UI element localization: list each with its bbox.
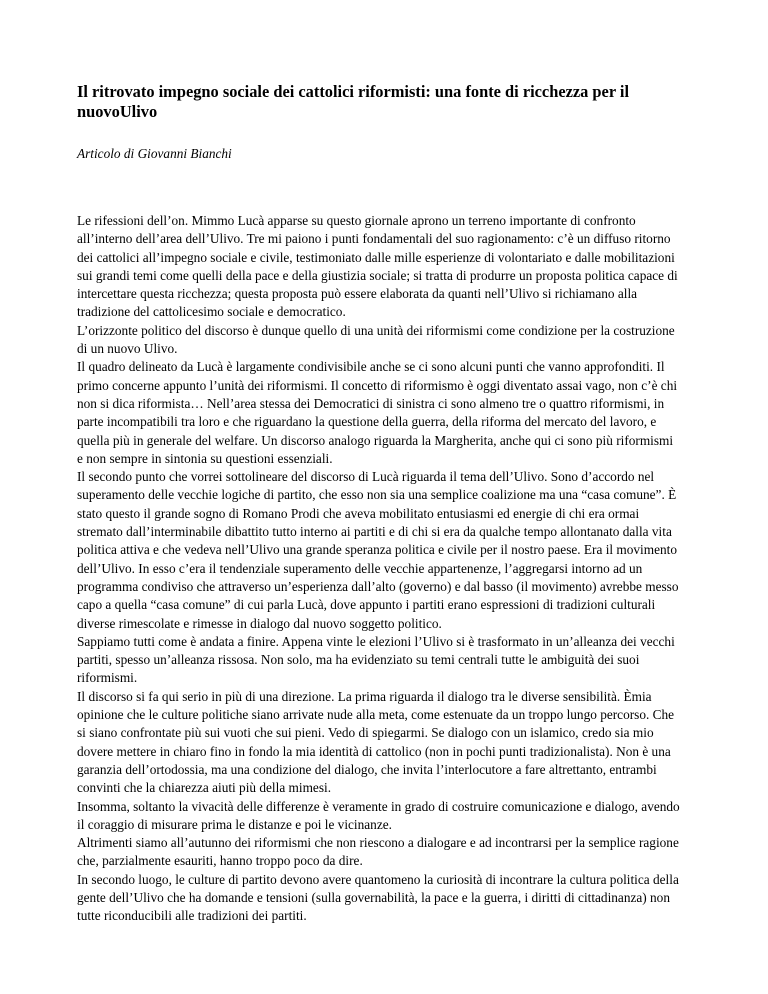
paragraph: Il secondo punto che vorrei sottolineare del discorso di Lucà riguarda il tema dell’Ulivo. Sono d’accordo nel superamento delle vecchie logiche di partito, che esso non sia una semplice coalizione ma una “casa comune”. È stato questo il grande sogno di Romano Prodi che aveva mobilitato entusiasmi ed energie di chi era ormai stremato dall’interminabile dibattito tutto interno ai partiti e di chi si era da qualche tempo allontanato dalla vita politica attiva e che vedeva nell’Ulivo una grande speranza politica e civile per il nostro paese. Era il movimento dell’Ulivo. In esso c’era il tendenziale superamento delle vecchie appartenenze, l’aggregarsi intorno ad un programma condiviso che attraverso un’esperienza dall’alto (governo) e dal basso (il movimento) avrebbe messo capo a quella “casa comune” di cui parla Lucà, dove appunto i partiti erano espressioni di tradizioni culturali diverse rimescolate e rimesse in dialogo dal nuovo soggetto politico. xyxy=(77,469,679,631)
article-body xyxy=(77,212,682,926)
paragraph: In secondo luogo, le culture di partito devono avere quantomeno la curiosità di incontrare la cultura politica della gente dell’Ulivo che ha domande e tensioni (sulla governabilità, la pace e la guerra, i diritti di cittadinanza) non tutte riconducibili alle tradizioni dei partiti. xyxy=(77,871,679,924)
paragraph: Il quadro delineato da Lucà è largamente condivisibile anche se ci sono alcuni punti che vanno approfonditi. Il primo concerne appunto l’unità dei riformismi. Il concetto di riformismo è oggi diventato assai vago, non c’è chi non si dica riformista… Nell’area stessa dei Democratici di sinistra ci sono almeno tre o quattro riformismi, in parte incompatibili tra loro e che riguardano la questione della guerra, della riforma del mercato del lavoro, e quella più in generale del welfare. Un discorso analogo riguarda la Margherita, anche qui ci sono più riformismi e non sempre in sintonia su questioni essenziali. xyxy=(77,359,678,466)
paragraph: Altrimenti siamo all’autunno dei riformismi che non riescono a dialogare e ad incontrarsi per la semplice ragione che, parzialmente esauriti, hanno troppo poco da dire. xyxy=(77,835,679,869)
article-title: Il ritrovato impegno sociale dei cattolici riformisti: una fonte di ricchezza per il nuovoUlivo xyxy=(77,82,630,121)
paragraph: L’orizzonte politico del discorso è dunque quello di una unità dei riformismi come condizione per la costruzione di un nuovo Ulivo. xyxy=(77,322,675,357)
paragraph: Le rifessioni dell’on. Mimmo Lucà apparse su questo giornale aprono un terreno importante di confronto all’interno dell’area dell’Ulivo. Tre mi paiono i punti fondamentali del suo ragionamento: c’è un diffuso ritorno dei cattolici all’impegno sociale e civile, testimoniato dalle mille esperienze di volontariato e dalle mobilitazioni sui grandi temi come quelli della pace e della giustizia sociale; si tratta di produrre un proposta politica capace di intercettare questa ricchezza; questa proposta può essere elaborata da quanti nell’Ulivo si richiamano alla tradizione del cattolicesimo sociale e democratico. xyxy=(77,213,678,320)
paragraph: Il discorso si fa qui serio in più di una direzione. La prima riguarda il dialogo tra le diverse sensibilità. Èmia opinione che le culture politiche siano arrivate nude alla meta, come estenuate da un troppo lungo percorso. Che si siano confrontate più sui vuoti che sui pieni. Vedo di spiegarmi. Se dialogo con un islamico, credo sia mio dovere mettere in chiaro fino in fondo la mia identità di cattolico (non in pochi punti tradizionalista). Non è una garanzia dell’ortodossia, ma una condizione del dialogo, che invita l’interlocutore a fare altrettanto, entrambi convinti che la chiarezza aiuti più della mimesi. xyxy=(77,688,675,796)
article-byline: Articolo di Giovanni Bianchi xyxy=(77,146,232,161)
paragraph: Sappiamo tutti come è andata a finire. Appena vinte le elezioni l’Ulivo si è trasformato in un’alleanza dei vecchi partiti, spesso un’alleanza rissosa. Non solo, ma ha evidenziato su temi centrali tutte le ambiguità dei suoi riformismi. xyxy=(77,633,675,686)
paragraph: Insomma, soltanto la vivacità delle differenze è veramente in grado di costruire comunicazione e dialogo, avendo il coraggio di misurare prima le distanze e poi le vicinanze. xyxy=(77,798,680,832)
